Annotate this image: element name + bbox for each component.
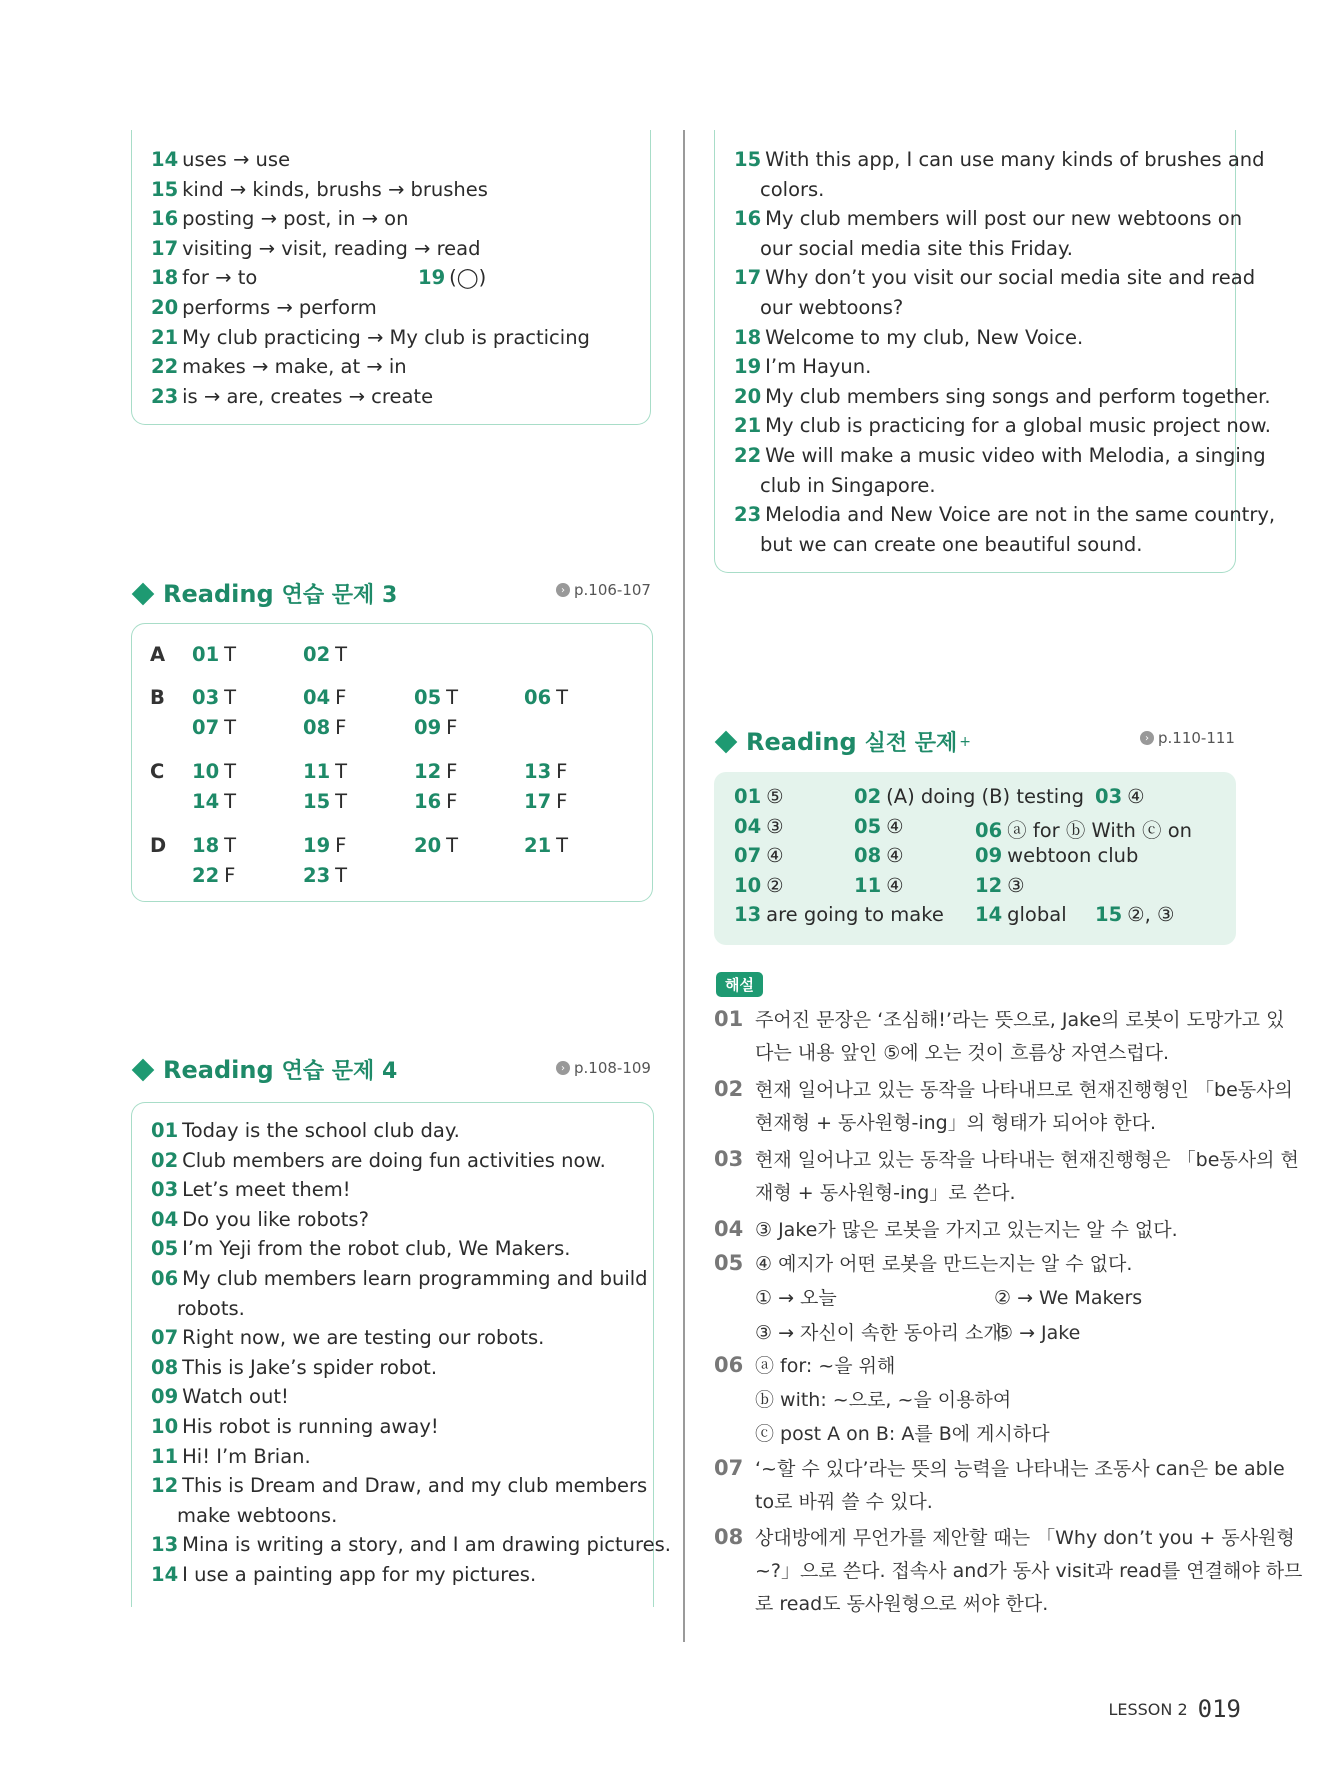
item-number: 20 <box>414 834 442 857</box>
item-number: 02 <box>854 785 882 808</box>
tf-answer <box>303 864 347 887</box>
numbered-line <box>760 471 936 500</box>
numbered-line <box>734 204 1242 233</box>
answer-item <box>734 903 944 926</box>
tf-answer <box>192 760 236 783</box>
explanation-line: to로 바꿔 쓸 수 있다. <box>755 1491 933 1513</box>
diamond-icon <box>132 1058 155 1081</box>
explanation-line: ~?」으로 쓴다. 접속사 and가 동사 visit과 read를 연결해야 하므 <box>755 1560 1303 1582</box>
lesson-label: LESSON 2 <box>1108 1699 1188 1719</box>
tf-answer <box>303 686 346 709</box>
numbered-line <box>734 352 871 381</box>
item-text: Right now, we are testing our robots. <box>182 1326 545 1350</box>
explanation-line: ⓑ with: ~으로, ~을 이용하여 <box>755 1389 1012 1411</box>
item-value: T <box>446 834 459 857</box>
item-text: My club members sing songs and perform together. <box>765 384 1271 408</box>
item-number: 05 <box>151 1237 179 1261</box>
item-text: I use a painting app for my pictures. <box>182 1563 537 1586</box>
item-text: His robot is running away! <box>182 1415 439 1438</box>
tf-answer <box>524 790 567 813</box>
explanation-number: 08 <box>714 1525 744 1549</box>
explanation-subline: ① → 오늘 <box>755 1287 837 1309</box>
item-text: our webtoons? <box>760 296 904 319</box>
item-value: ⑤ <box>766 785 784 808</box>
item-value: T <box>224 790 237 813</box>
explanation-subline: ⑤ → Jake <box>996 1322 1081 1344</box>
numbered-line <box>151 323 590 352</box>
item-number: 17 <box>524 790 552 813</box>
item-number: 13 <box>151 1533 179 1557</box>
item-text: My club members learn programming and build <box>182 1267 648 1290</box>
item-number: 02 <box>303 643 331 666</box>
explanation-number: 04 <box>714 1217 744 1241</box>
item-value: ④ <box>766 844 784 868</box>
numbered-line <box>760 530 1143 559</box>
item-value: T <box>556 686 569 709</box>
tf-answer <box>414 716 457 739</box>
explanation-line: 재형 + 동사원형-ing」로 쓴다. <box>755 1182 1016 1204</box>
section-heading-practice-3 <box>131 578 397 609</box>
item-value: T <box>224 760 237 783</box>
item-number: 16 <box>151 207 179 231</box>
tf-answer <box>192 790 236 813</box>
answer-item <box>734 874 784 897</box>
explanation-line: ③ Jake가 많은 로봇을 가지고 있는지는 알 수 없다. <box>755 1219 1178 1241</box>
section-heading-practice-4 <box>131 1054 397 1085</box>
answer-item <box>854 815 904 838</box>
tf-answer <box>192 864 235 887</box>
numbered-line <box>418 263 486 292</box>
numbered-line <box>151 175 488 204</box>
item-text: make webtoons. <box>177 1503 338 1527</box>
tf-answer <box>303 834 346 857</box>
item-number: 04 <box>303 686 331 709</box>
item-number: 10 <box>192 760 220 783</box>
tf-answer <box>414 790 457 813</box>
explanation-line: 로 read도 동사원형으로 써야 한다. <box>755 1593 1049 1615</box>
item-value: F <box>446 716 458 739</box>
item-number: 07 <box>192 716 220 739</box>
explanation-line: ⓐ for: ~을 위해 <box>755 1355 896 1377</box>
item-text: I’m Yeji from the robot club, We Makers. <box>182 1237 571 1261</box>
tf-answer <box>192 716 236 739</box>
item-number: 10 <box>151 1415 179 1438</box>
item-value: ④ <box>886 844 904 868</box>
item-text: club in Singapore. <box>760 473 936 497</box>
answer-item <box>975 903 1067 926</box>
numbered-line <box>760 234 1073 263</box>
item-number: 22 <box>734 444 762 467</box>
arrow-circle-icon: › <box>1140 731 1154 745</box>
item-number: 20 <box>151 296 179 319</box>
item-value: T <box>556 834 569 857</box>
page-reference: › p.110-111 <box>1140 729 1235 747</box>
item-text: for → to <box>182 266 258 290</box>
diamond-icon <box>715 730 738 753</box>
numbered-line <box>151 1264 648 1293</box>
item-number: 21 <box>734 414 762 438</box>
explanation-number: 07 <box>714 1456 744 1480</box>
page-footer <box>1108 1695 1241 1723</box>
item-number: 03 <box>1095 785 1123 808</box>
tf-answer <box>414 686 458 709</box>
item-text: uses → use <box>182 148 291 171</box>
item-value: T <box>224 716 237 739</box>
explanation-number: 02 <box>714 1077 744 1101</box>
item-number: 23 <box>303 864 331 887</box>
heading-ko: 실전 문제 <box>864 731 958 756</box>
item-number: 21 <box>524 834 552 857</box>
item-value: ② <box>766 873 784 897</box>
item-number: 06 <box>975 818 1003 842</box>
item-text: is → are, creates → create <box>182 384 434 408</box>
numbered-line <box>151 1116 460 1145</box>
answer-item <box>1095 903 1175 926</box>
item-number: 05 <box>854 814 882 838</box>
answer-item <box>975 844 1138 867</box>
item-value: T <box>335 864 348 887</box>
numbered-line <box>734 411 1271 440</box>
item-value: T <box>224 834 237 857</box>
heading-ko: 연습 문제 3 <box>281 583 398 608</box>
item-number: 12 <box>414 760 442 783</box>
item-number: 22 <box>192 864 220 887</box>
numbered-line <box>734 145 1265 174</box>
tf-answer <box>414 760 457 783</box>
numbered-line <box>734 382 1271 411</box>
numbered-line <box>760 293 903 322</box>
item-text: Let’s meet them! <box>182 1178 351 1202</box>
item-number: 06 <box>151 1267 179 1290</box>
item-number: 18 <box>151 266 179 290</box>
answer-item <box>854 844 904 867</box>
plus-mark: + <box>959 733 972 750</box>
item-number: 08 <box>151 1355 179 1379</box>
tf-answer <box>303 760 347 783</box>
item-text: colors. <box>760 177 825 201</box>
numbered-line <box>734 441 1266 470</box>
item-number: 23 <box>151 384 179 408</box>
item-number: 04 <box>734 814 762 838</box>
answer-item <box>854 874 904 897</box>
explanation-line: 현재 일어나고 있는 동작을 나타내는 현재진행형은 「be동사의 현 <box>755 1149 1299 1171</box>
explanation-subline: ③ → 자신이 속한 동아리 소개 <box>755 1322 1002 1344</box>
tf-answer <box>524 686 568 709</box>
item-number: 14 <box>975 903 1003 927</box>
item-text: Hi! I’m Brian. <box>182 1444 311 1468</box>
item-number: 15 <box>734 148 762 171</box>
explanation-line: 현재형 + 동사원형-ing」의 형태가 되어야 한다. <box>755 1112 1157 1134</box>
item-value: F <box>556 790 568 813</box>
explanation-number: 01 <box>714 1007 744 1031</box>
arrow-circle-icon: › <box>556 1061 570 1075</box>
item-text: This is Jake’s spider robot. <box>182 1355 438 1379</box>
item-number: 14 <box>151 1563 179 1586</box>
numbered-line <box>151 1175 351 1204</box>
item-value: F <box>556 760 568 783</box>
explanation-subline: ② → We Makers <box>994 1287 1143 1309</box>
item-text: posting → post, in → on <box>182 207 409 231</box>
numbered-line <box>151 145 290 174</box>
item-value: ③ <box>1007 873 1025 897</box>
item-text: Why don’t you visit our social media site and read <box>765 266 1256 290</box>
explanation-line: ④ 예지가 어떤 로봇을 만드는지는 알 수 없다. <box>755 1253 1133 1275</box>
item-number: 14 <box>151 148 179 171</box>
tf-answer <box>303 790 347 813</box>
item-number: 11 <box>854 873 882 897</box>
item-text: My club members will post our new webtoons on <box>765 207 1243 231</box>
item-value: are going to make <box>766 903 944 927</box>
numbered-line <box>151 1442 311 1471</box>
item-number: 19 <box>418 266 446 290</box>
item-number: 09 <box>414 716 442 739</box>
item-number: 10 <box>734 873 762 897</box>
numbered-line <box>151 352 407 381</box>
heading-en: Reading <box>163 579 274 608</box>
item-text: robots. <box>177 1296 245 1320</box>
item-number: 09 <box>151 1385 179 1409</box>
section-letter: C <box>150 760 165 783</box>
item-text: Today is the school club day. <box>182 1119 460 1142</box>
item-text: makes → make, at → in <box>182 355 407 379</box>
item-value: ③ <box>766 814 784 838</box>
item-value: F <box>446 760 458 783</box>
answer-item <box>854 785 1084 808</box>
explanation-line: 다는 내용 앞인 ⑤에 오는 것이 흐름상 자연스럽다. <box>755 1042 1170 1064</box>
item-text: our social media site this Friday. <box>760 236 1073 260</box>
tf-answer <box>524 834 568 857</box>
explanation-number: 05 <box>714 1251 744 1275</box>
tf-answer <box>192 834 236 857</box>
explanation-number: 06 <box>714 1353 744 1377</box>
item-number: 12 <box>151 1474 179 1498</box>
item-text: My club practicing → My club is practicing <box>182 325 590 349</box>
answer-item <box>734 815 784 838</box>
tf-answer <box>303 643 347 666</box>
answer-item <box>975 874 1025 897</box>
tf-answer <box>414 834 458 857</box>
item-number: 14 <box>192 790 220 813</box>
item-value: T <box>335 760 348 783</box>
item-value: webtoon club <box>1007 844 1139 868</box>
item-number: 15 <box>303 790 331 813</box>
item-number: 18 <box>192 834 220 857</box>
item-number: 07 <box>734 844 762 868</box>
section-letter: A <box>150 643 166 666</box>
item-number: 06 <box>524 686 552 709</box>
item-value: T <box>335 643 348 666</box>
numbered-line <box>151 234 481 263</box>
item-text: Club members are doing fun activities now. <box>182 1148 606 1172</box>
tf-answer <box>524 760 567 783</box>
item-number: 16 <box>734 207 762 231</box>
item-number: 19 <box>303 834 331 857</box>
item-value: F <box>224 864 236 887</box>
section-heading-test <box>714 726 971 757</box>
item-number: 13 <box>734 903 762 927</box>
item-number: 08 <box>854 844 882 868</box>
item-number: 02 <box>151 1148 179 1172</box>
item-value: T <box>335 790 348 813</box>
explanation-tag: 해설 <box>716 972 763 997</box>
explanation-line: 상대방에게 무언가를 제안할 때는 「Why don’t you + 동사원형 <box>755 1527 1295 1549</box>
tf-answer <box>192 686 236 709</box>
item-text: Melodia and New Voice are not in the same country, <box>765 503 1276 527</box>
item-value: F <box>335 716 347 739</box>
item-number: 12 <box>975 873 1003 897</box>
item-value: ④ <box>1127 785 1145 808</box>
numbered-line <box>177 1294 245 1323</box>
item-text: My club is practicing for a global music project now. <box>765 414 1271 438</box>
numbered-line <box>734 500 1275 529</box>
numbered-line <box>151 1234 570 1263</box>
item-text: Do you like robots? <box>182 1207 369 1231</box>
item-number: 18 <box>734 325 762 349</box>
tf-answer <box>303 716 346 739</box>
item-text: kind → kinds, brushs → brushes <box>182 177 488 201</box>
item-text: visiting → visit, reading → read <box>182 236 481 260</box>
item-number: 05 <box>414 686 442 709</box>
numbered-line <box>151 263 257 292</box>
item-number: 22 <box>151 355 179 379</box>
item-number: 04 <box>151 1207 179 1231</box>
numbered-line <box>151 204 408 233</box>
numbered-line <box>151 1412 439 1441</box>
item-number: 11 <box>303 760 331 783</box>
item-text: (◯) <box>449 266 487 290</box>
numbered-line <box>151 1382 289 1411</box>
numbered-line <box>151 382 433 411</box>
item-text: performs → perform <box>182 296 377 319</box>
section-letter: D <box>150 834 167 857</box>
item-value: T <box>224 686 237 709</box>
item-value: F <box>335 834 347 857</box>
item-value: T <box>446 686 459 709</box>
numbered-line <box>151 1323 544 1352</box>
column-divider <box>683 130 685 1642</box>
numbered-line <box>151 1205 369 1234</box>
item-number: 17 <box>734 266 762 290</box>
item-number: 15 <box>1095 903 1123 927</box>
item-number: 13 <box>524 760 552 783</box>
explanation-line: 주어진 문장은 ‘조심해!’라는 뜻으로, Jake의 로봇이 도망가고 있 <box>755 1009 1285 1031</box>
item-text: Watch out! <box>182 1385 289 1409</box>
numbered-line <box>760 175 824 204</box>
numbered-line <box>151 1146 606 1175</box>
item-text: Welcome to my club, New Voice. <box>765 325 1084 349</box>
item-value: global <box>1007 903 1067 927</box>
item-number: 09 <box>975 844 1003 868</box>
explanation-line: 현재 일어나고 있는 동작을 나타내므로 현재진행형인 「be동사의 <box>755 1079 1293 1101</box>
item-number: 01 <box>192 643 220 666</box>
section-letter: B <box>150 686 165 709</box>
item-value: ④ <box>886 814 904 838</box>
item-number: 21 <box>151 325 179 349</box>
numbered-line <box>177 1501 337 1530</box>
item-number: 16 <box>414 790 442 813</box>
answer-item <box>734 785 784 808</box>
numbered-line <box>151 1353 437 1382</box>
item-text: This is Dream and Draw, and my club members <box>182 1474 648 1498</box>
tf-answer <box>192 643 236 666</box>
page-reference: › p.106-107 <box>556 581 651 599</box>
numbered-line <box>734 323 1083 352</box>
item-value: F <box>446 790 458 813</box>
item-number: 01 <box>734 785 762 808</box>
numbered-line <box>734 263 1255 292</box>
answer-item <box>734 844 784 867</box>
answer-item <box>1095 785 1145 808</box>
item-text: I’m Hayun. <box>765 355 872 379</box>
explanation-line: ⓒ post A on B: A를 B에 게시하다 <box>755 1423 1050 1445</box>
heading-en: Reading <box>746 727 857 756</box>
item-number: 11 <box>151 1444 179 1468</box>
item-text: With this app, I can use many kinds of brushes and <box>765 148 1265 171</box>
numbered-line <box>151 1471 647 1500</box>
item-number: 03 <box>151 1178 179 1202</box>
diamond-icon <box>132 582 155 605</box>
numbered-line <box>151 1530 671 1559</box>
item-number: 07 <box>151 1326 179 1350</box>
heading-ko: 연습 문제 4 <box>281 1059 398 1084</box>
item-number: 17 <box>151 236 179 260</box>
item-value: ②, ③ <box>1127 903 1175 927</box>
explanation-line: ‘~할 수 있다’라는 뜻의 능력을 나타내는 조동사 can은 be able <box>755 1458 1285 1480</box>
item-value: T <box>224 643 237 666</box>
item-value: ⓐ for ⓑ With ⓒ on <box>1007 818 1193 842</box>
item-value: (A) doing (B) testing <box>886 785 1084 808</box>
explanation-number: 03 <box>714 1147 744 1171</box>
numbered-line <box>151 293 377 322</box>
item-number: 03 <box>192 686 220 709</box>
page-number: 019 <box>1197 1695 1241 1723</box>
item-number: 08 <box>303 716 331 739</box>
item-text: Mina is writing a story, and I am drawing pictures. <box>182 1533 671 1557</box>
item-number: 20 <box>734 384 762 408</box>
item-value: ④ <box>886 873 904 897</box>
item-value: F <box>335 686 347 709</box>
heading-en: Reading <box>163 1055 274 1084</box>
item-text: We will make a music video with Melodia, a singing <box>765 444 1266 467</box>
answer-item <box>975 815 1192 843</box>
item-number: 19 <box>734 355 762 379</box>
item-number: 01 <box>151 1119 179 1142</box>
item-number: 15 <box>151 177 179 201</box>
arrow-circle-icon: › <box>556 583 570 597</box>
item-text: but we can create one beautiful sound. <box>760 532 1143 556</box>
item-number: 23 <box>734 503 762 527</box>
page-reference: › p.108-109 <box>556 1059 651 1077</box>
numbered-line <box>151 1560 536 1589</box>
